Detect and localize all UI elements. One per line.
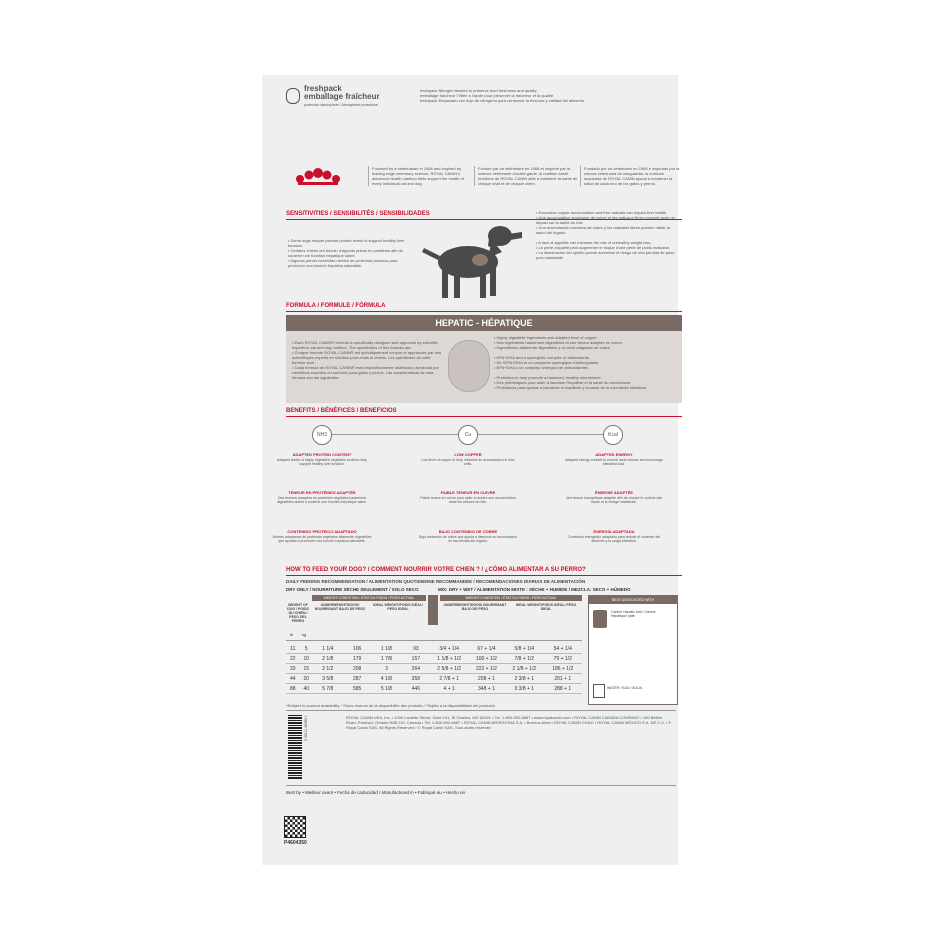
feeding-cell: 15 xyxy=(300,664,314,674)
feeding-cell: 11 xyxy=(286,644,300,654)
feeding-cell: 3 xyxy=(372,664,401,674)
benefit-3-title-en: ADAPTED ENERGY xyxy=(595,452,633,457)
dry-only-label: DRY ONLY / NOURRITURE SÈCHE SEULEMENT / SOLO SECO xyxy=(286,587,419,592)
feeding-subtitle: DAILY FEEDING RECOMMENDATION / ALIMENTATION QUOTIDIENNE RECOMMANDÉE / RECOMENDACIONES DIARIAS DE ALIMENTACIÓN xyxy=(286,579,586,584)
feeding-cell: 5 1/8 xyxy=(372,684,401,694)
sensitivities-left-text: • Some dogs require precise protein levels to support healthy liver function. • Certains chiens ont besoin d'apports précis en protéines afin de soutenir une fonction hépatique saine. • Algunos perros necesitan niveles de proteínas precisos para promover una función hepática saludable. xyxy=(288,238,405,268)
feeding-cell: 3 3/8 + 1 xyxy=(505,684,543,694)
col-weight-header: WEIGHT OF DOG / POIDS DU CHIEN / PESO DEL PERRO xyxy=(287,603,309,623)
copper-cu-icon: Cu xyxy=(458,425,478,445)
benefit-3-title-es: ENERGÍA ADAPTADA xyxy=(593,529,635,534)
feeding-cell: 3 5/8 xyxy=(313,674,342,684)
benefits-divider xyxy=(286,416,682,417)
feeding-row xyxy=(286,674,582,684)
benefit-3-desc-en: Adapted energy content to ensure meal volume and encourage intestinal load. xyxy=(565,458,663,466)
benefit-1-title-en: ADAPTED PROTEIN CONTENT xyxy=(292,452,352,457)
weight-condition-label-dry: WEIGHT CONDITION / ÉTAT DU POIDS / PESO ACTUAL xyxy=(323,596,415,600)
formula-title: FORMULA / FORMULE / FÓRMULA xyxy=(286,303,386,309)
wet-box-header: BEST ASSOCIATED WITH xyxy=(589,596,677,604)
feeding-cell: 4 + 1 xyxy=(431,684,468,694)
weight-condition-bar-dry xyxy=(312,595,426,601)
feeding-cell: 54 + 1/4 xyxy=(544,644,583,654)
feeding-cell: 585 xyxy=(342,684,371,694)
feeding-cell: 2 3/8 + 1 xyxy=(505,674,543,684)
feeding-cell: 157 xyxy=(401,654,430,664)
intro-es: Fundado por un veterinario en 1968 e inspirado por la ciencia veterinaria de vanguardia, la nutrición avanzada de ROYAL CANIN ayuda a mantener la salud de cada uno de los gatos y perros. xyxy=(580,166,682,186)
feeding-cell: 1 1/4 xyxy=(313,644,342,654)
feeding-cell: 446 xyxy=(401,684,430,694)
wet-food-box xyxy=(588,595,678,705)
freshpack-icon xyxy=(286,88,300,104)
feeding-cell: 2 5/8 + 1/2 xyxy=(431,664,468,674)
feeding-cell: 2 7/8 + 1 xyxy=(431,674,468,684)
intro-en: Founded by a veterinarian in 1968 and inspired by leading edge veterinary science, ROYAL CANIN's advanced health nutrition diets support the health of every individual cat and dog. xyxy=(368,166,472,186)
feeding-cell: 201 + 1 xyxy=(544,674,583,684)
benefit-3-title-fr: ÉNERGIE ADAPTÉE xyxy=(594,490,634,495)
feeding-cell: 348 + 1 xyxy=(468,684,505,694)
feeding-cell: 33 xyxy=(286,664,300,674)
feeding-cell: 79 + 1/2 xyxy=(544,654,583,664)
formula-left-text: • Each ROYAL CANIN® formula is specifically designed and approved by scientific experts in cat and dog nutrition. The specificities of this formula are: • Chaque formule ROYAL CANIN® est spécifiquement conçue et approuvée par des scientifiques experts en nutrition pour chats et chiens. Les spécificités de cette formule sont : • Cada fórmula de ROYAL CANIN® está específicamente diseñada y aprobada por científicos expertos en nutrición para gatos y perros. Las características de esta fórmula son las siguientes: xyxy=(292,340,442,380)
feeding-cell: 2 1/8 + 1/2 xyxy=(505,664,543,674)
benefit-2-desc-en: Low level of copper to help minimize its accumulation in liver cells. xyxy=(421,458,515,466)
feeding-cell: 4 1/8 xyxy=(372,674,401,684)
energy-kcal-icon: Kcal xyxy=(603,425,623,445)
feeding-cell: 222 + 1/2 xyxy=(468,664,505,674)
product-code: P4604350 xyxy=(284,840,307,846)
qr-code-icon xyxy=(284,816,306,838)
formula-banner-text: HEPATIC - HÉPATIQUE xyxy=(435,318,533,328)
sensitivities-title: SENSITIVITIES / SENSIBILITÉS / SENSIBILIDADES xyxy=(286,211,430,217)
feeding-cell: 1 1/8 + 1/2 xyxy=(431,654,468,664)
freshpack-line-1: freshpack Nitrogen flushed to preserve food freshness and quality. xyxy=(420,88,538,93)
wet-box-product: Canine Hepatic loaf / Canine Hépatique pâté xyxy=(611,610,656,618)
feeding-cell: 10 xyxy=(300,654,314,664)
feeding-row xyxy=(286,654,582,664)
feeding-divider xyxy=(286,575,682,576)
benefit-2-desc-fr: Faible teneur en cuivre pour aider à réduire son accumulation dans les cellules du foie. xyxy=(420,496,516,504)
feeding-cell: 2 1/8 xyxy=(313,654,342,664)
protein-nh3-icon: NH3 xyxy=(312,425,332,445)
unit-kg: kg xyxy=(302,632,307,637)
feeding-cell: 208 + 1 xyxy=(468,674,505,684)
feeding-cell: 67 + 1/4 xyxy=(468,644,505,654)
feeding-title: HOW TO FEED YOUR DOG? / COMMENT NOURRIR VOTRE CHIEN ? / ¿CÓMO ALIMENTAR A SU PERRO? xyxy=(286,567,586,573)
feeding-cell: 1 7/8 xyxy=(372,654,401,664)
freshpack-title-en: freshpack xyxy=(304,84,342,93)
feeding-cell: 288 + 1 xyxy=(544,684,583,694)
intro-fr: Fondée par un vétérinaire en 1968 et inspirée par la science vétérinaire d'avant-garde, la nutrition santé moderne de ROYAL CANIN aide à maintenir la santé de chaque chat et de chaque chien. xyxy=(474,166,578,186)
mix-divider-badge xyxy=(428,595,438,625)
feeding-row xyxy=(286,684,582,694)
availability-note: *Subject to product availability / *Sous réserve de la disponibilité des produits / *Sujeto a la disponibilidad del producto xyxy=(286,703,495,708)
feeding-cell: 358 xyxy=(401,674,430,684)
freshpack-title xyxy=(304,85,380,109)
dog-illustration xyxy=(418,210,528,302)
benefits-title: BENEFITS / BÉNÉFICES / BENEFICIOS xyxy=(286,408,397,414)
formula-banner xyxy=(286,315,682,331)
benefit-2-title-fr: FAIBLE TENEUR EN CUIVRE xyxy=(440,490,496,495)
unit-header-row xyxy=(286,632,582,641)
feeding-table xyxy=(286,644,582,694)
feeding-cell: 3/4 + 1/4 xyxy=(431,644,468,654)
feeding-cell: 186 + 1/2 xyxy=(544,664,583,674)
weight-condition-bar-mix xyxy=(440,595,582,601)
formula-right-text: • Highly digestible ingredients and adapted level of copper. • Des ingrédients hautement digestibles et une teneur adaptée en cuivre. • Ingredientes altamente digestibles y un nivel adaptado de cobre. • EPA+DHA and a synergistic complex of antioxidants. • De l'EPA+DHA et un complexe synergique d'antioxydants. • EPA+DHA y un complejo sinérgico de antioxidantes. • Prebiotics to help promote a balanced, healthy microbiome. • Des prébiotiques pour aider à favoriser l'équilibre et la santé du microbiome. • Prebióticos para ayudar a favorecer el equilibrio y la salud de la microbiota intestinal. xyxy=(494,335,647,390)
legal-box xyxy=(286,710,676,786)
col-ideal-header-dry: IDEAL WEIGHT/POIDS IDÉAL/ PESO IDEAL xyxy=(373,603,423,611)
barcode-number: 0 30111 46353 1 xyxy=(304,715,308,741)
feeding-cell: 44 xyxy=(286,674,300,684)
col-under-header-mix: UNDERWEIGHT/DOGS/ NOURRISANT BAJO DE PESO xyxy=(443,603,507,611)
legal-text: ROYAL CANIN USA, Inc. • 1200 Laclede Street, Suite 101, St Charles, MO 63301 • Tel. 1-800-592-6687 • www.royalcanin.com • ROYAL CANIN CANADA COMPANY • 100 Beiber Road, Puslinch, Ontario N0B 2J0, Canada • Tel. 1-800-592-6687 • ROYAL CANIN ARGENTINA S.A. • Buenos Aires • ROYAL CANIN CHILE • ROYAL CANIN MÉXICO S.A. DE C.V. • © Royal Canin SAS. All Rights Reserved • © Royal Canin SAS, Tous droits réservés xyxy=(346,715,672,730)
water-label: WATER / EAU / AGUA xyxy=(607,686,643,690)
benefit-2-desc-es: Bajo contenido de cobre que ayuda a disminuir su acumulación en las células del hígado. xyxy=(418,535,518,543)
feeding-cell: 100 + 1/2 xyxy=(468,654,505,664)
feeding-cell: 5/8 + 1/4 xyxy=(505,644,543,654)
freshpack-subtitle: protection atmosphère / Atmosphère protectrice xyxy=(304,103,378,107)
feeding-cell: 5 xyxy=(300,644,314,654)
benefit-3-desc-es: Contenido energético adaptado para reducir el volumen del alimento y la carga intestinal. xyxy=(567,535,661,543)
freshpack-description xyxy=(420,88,680,103)
freshpack-line-3: freshpack Empacado con flujo de nitrógeno para conservar la frescura y calidad del alimento. xyxy=(420,98,586,103)
feeding-row xyxy=(286,664,582,674)
feeding-cell: 208 xyxy=(342,664,371,674)
benefit-2-title-es: BAJO CONTENIDO DE COBRE xyxy=(438,529,498,534)
benefit-3-desc-fr: Une teneur énergétique adaptée afin de réduire le volume des repas et la charge intestinale. xyxy=(565,496,663,504)
benefit-2-title-en: LOW COPPER xyxy=(454,452,482,457)
feeding-cell: 88 xyxy=(286,684,300,694)
wet-can-image xyxy=(593,610,607,628)
royal-canin-logo xyxy=(290,165,346,189)
feeding-cell: 20 xyxy=(300,674,314,684)
water-icon xyxy=(593,684,605,698)
feeding-cell: 2 1/2 xyxy=(313,664,342,674)
feeding-cell: 179 xyxy=(342,654,371,664)
feeding-cell: 1 1/8 xyxy=(372,644,401,654)
freshpack-title-fr: emballage fraîcheur xyxy=(304,92,380,101)
col-under-header-dry: UNDERWEIGHT/DOGS/ NOURRISANT BAJO DE PESO xyxy=(314,603,366,611)
formula-divider xyxy=(286,311,682,312)
feeding-cell: 5 7/8 xyxy=(313,684,342,694)
barcode-icon xyxy=(288,715,302,779)
mix-label: MIX: DRY + WET / ALIMENTATION MIXTE : SÈCHE + HUMIDE / MEZCLA: SECO + HÚMEDO xyxy=(438,587,631,592)
benefit-1-desc-en: Adapted levels of highly digestible vegetable proteins help support healthy liver function. xyxy=(277,458,367,466)
feeding-cell: 106 xyxy=(342,644,371,654)
benefit-1-desc-es: Niveles adaptados de proteínas vegetales altamente digestibles que ayudan a promover una función hepática saludable. xyxy=(272,535,372,543)
feeding-row xyxy=(286,644,582,654)
unit-lb: lb xyxy=(290,632,294,637)
col-ideal-header-mix: IDEAL WEIGHT/POIDS IDÉAL/ PESO IDEAL xyxy=(515,603,577,611)
best-by-label: Best by • Meilleur avant • Fecha de caducidad / Manufactured in • Fabriqué au • Hecho en xyxy=(286,790,466,795)
feeding-cell: 264 xyxy=(401,664,430,674)
feeding-cell: 7/8 + 1/2 xyxy=(505,654,543,664)
benefit-1-desc-fr: Des teneurs adaptées en protéines végétales hautement digestibles aident à soutenir une fonction hépatique saine. xyxy=(276,496,368,504)
benefit-1-title-es: CONTENIDO PROTEICO ADAPTADO xyxy=(287,529,357,534)
kibble-bowl-image xyxy=(448,340,490,392)
feeding-cell: 93 xyxy=(401,644,430,654)
feeding-cell: 40 xyxy=(300,684,314,694)
feeding-table-wrap xyxy=(286,644,582,694)
feeding-cell: 22 xyxy=(286,654,300,664)
weight-condition-label-mix: WEIGHT CONDITION / ÉTAT DU POIDS / PESO ACTUAL xyxy=(465,596,557,600)
sensitivities-right-text: • Excessive copper accumulation and free radicals can impact liver health. • Une accumulation excessive de cuivre et les radicaux libres peuvent avoir un impact sur la santé du foie. • Una acumulación excesiva de cobre y los radicales libres pueden dañar la salud del hígado. • A lack of appetite can increase the risk of unhealthy weight loss. • Le perte d'appétit peut augmenter le risque d'une perte de poids malsaine. • La disminución del apetito puede aumentar el riesgo de una pérdida de peso poco saludable. xyxy=(536,210,675,260)
freshpack-line-2: emballage fraîcheur Triflée à l'azote pour préserver la fraîcheur et la qualité. xyxy=(420,93,555,98)
feeding-cell: 287 xyxy=(342,674,371,684)
benefit-1-title-fr: TENEUR EN PROTÉINES ADAPTÉE xyxy=(288,490,356,495)
